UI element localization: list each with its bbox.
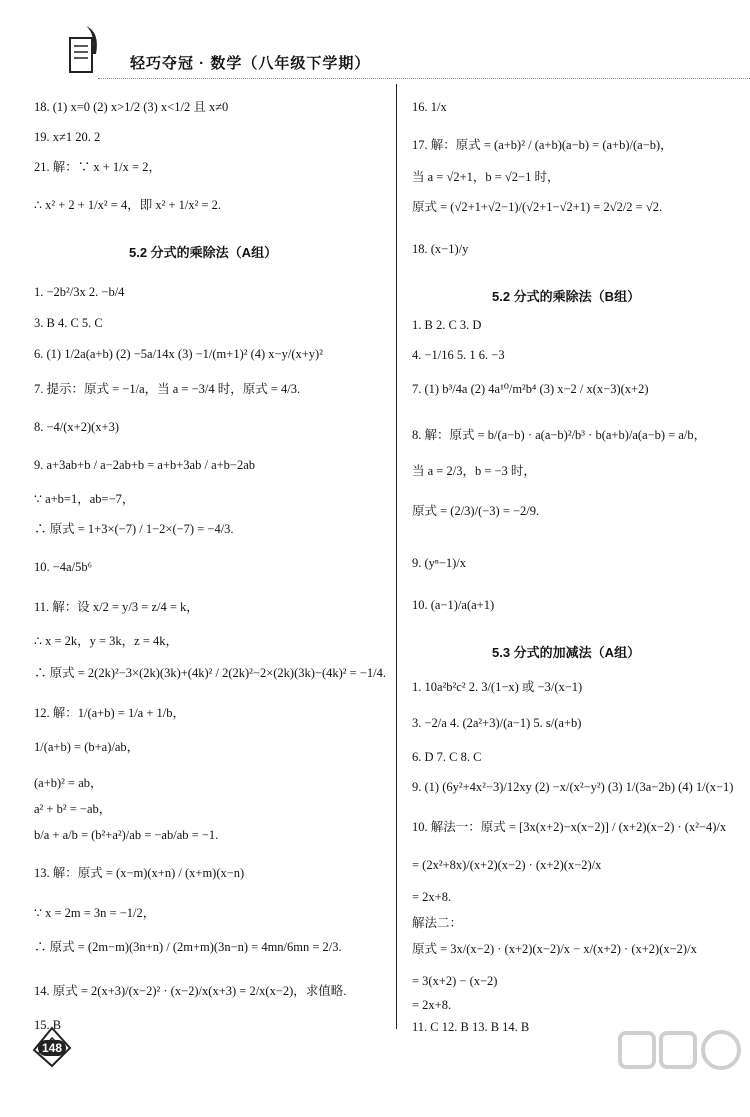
answer-line: 原式 = (2/3)/(−3) = −2/9. — [412, 504, 540, 518]
answer-line: 13. 解：原式 = (x−m)(x+n) / (x+m)(x−n) — [34, 866, 245, 880]
answer-line: ∴ x² + 2 + 1/x² = 4，即 x² + 1/x² = 2. — [34, 198, 222, 212]
answer-line: 6. D 7. C 8. C — [412, 750, 482, 764]
answer-line: = 2x+8. — [412, 890, 452, 904]
answer-line: 9. (1) (6y²+4x²−3)/12xy (2) −x/(x²−y²) (3) 1/(3a−2b) (4) 1/(x−1) — [412, 780, 734, 794]
answer-line: (a+b)² = ab， — [34, 776, 103, 790]
answer-line: 12. 解：1/(a+b) = 1/a + 1/b， — [34, 706, 185, 720]
section-heading: 5.2 分式的乘除法（A组） — [129, 245, 278, 260]
answer-line: 18. (x−1)/y — [412, 242, 469, 256]
page-number-badge — [30, 1020, 74, 1068]
page-header — [28, 16, 728, 86]
answer-line: 1/(a+b) = (b+a)/ab， — [34, 740, 140, 754]
answer-line: = 2x+8. — [412, 998, 452, 1012]
answer-line: ∵ x = 2m = 3n = −1/2， — [34, 906, 156, 920]
section-heading: 5.2 分式的乘除法（B组） — [492, 289, 641, 304]
answer-line: 16. 1/x — [412, 100, 447, 114]
answer-line: 4. −1/16 5. 1 6. −3 — [412, 348, 505, 362]
book-title: 轻巧夺冠 · 数学（八年级下学期） — [130, 55, 371, 72]
answer-line: 19. x≠1 20. 2 — [34, 130, 101, 144]
watermark-logo — [615, 1025, 745, 1110]
section-heading: 5.3 分式的加减法（A组） — [492, 645, 641, 660]
column-divider — [396, 84, 397, 1029]
answer-line: 8. 解：原式 = b/(a−b) · a(a−b)²/b³ · b(a+b)/a(a−b) = a/b， — [412, 428, 707, 442]
answer-line: 11. 解：设 x/2 = y/3 = z/4 = k， — [34, 600, 199, 614]
answer-line: ∴ x = 2k，y = 3k，z = 4k， — [34, 634, 179, 648]
answer-line: 9. a+3ab+b / a−2ab+b = a+b+3ab / a+b−2ab — [34, 458, 256, 472]
answer-line: 3. −2/a 4. (2a²+3)/(a−1) 5. s/(a+b) — [412, 716, 582, 730]
notebook-quill-icon — [66, 24, 106, 80]
answer-line: 10. −4a/5b⁶ — [34, 560, 92, 574]
answer-line: 6. (1) 1/2a(a+b) (2) −5a/14x (3) −1/(m+1)² (4) x−y/(x+y)² — [34, 347, 323, 361]
answer-line: = 3(x+2) − (x−2) — [412, 974, 498, 988]
answer-line: 当 a = √2+1，b = √2−1 时， — [412, 170, 560, 184]
answer-line: 15. B — [34, 1018, 62, 1032]
answer-line: 原式 = (√2+1+√2−1)/(√2+1−√2+1) = 2√2/2 = √2. — [412, 200, 663, 214]
answer-line: ∴ 原式 = (2m−m)(3n+n) / (2m+m)(3n−n) = 4mn/6mn = 2/3. — [34, 940, 342, 954]
answer-line: 10. 解法一：原式 = [3x(x+2)−x(x−2)] / (x+2)(x−2) · (x²−4)/x — [412, 820, 727, 834]
answer-line: 1. B 2. C 3. D — [412, 318, 482, 332]
watermark-icon — [615, 1025, 745, 1085]
answer-line: 7. 提示：原式 = −1/a，当 a = −3/4 时，原式 = 4/3. — [34, 382, 301, 396]
answer-line: 17. 解：原式 = (a+b)² / (a+b)(a−b) = (a+b)/(a−b)， — [412, 138, 673, 152]
answer-line: 10. (a−1)/a(a+1) — [412, 598, 495, 612]
answer-line: 21. 解：∵ x + 1/x = 2， — [34, 160, 161, 174]
answer-line: 1. 10a²b²c² 2. 3/(1−x) 或 −3/(x−1) — [412, 680, 583, 694]
answer-line: 原式 = 3x/(x−2) · (x+2)(x−2)/x − x/(x+2) · (x+2)(x−2)/x — [412, 942, 697, 956]
page-number: 148 — [38, 1040, 66, 1056]
answer-line: = (2x²+8x)/(x+2)(x−2) · (x+2)(x−2)/x — [412, 858, 602, 872]
answer-line: 14. 原式 = 2(x+3)/(x−2)² · (x−2)/x(x+3) = 2/x(x−2)，求值略. — [34, 984, 347, 998]
answer-line: 9. (yⁿ−1)/x — [412, 556, 467, 570]
answer-line: 解法二： — [412, 916, 463, 930]
answer-line: b/a + a/b = (b²+a²)/ab = −ab/ab = −1. — [34, 828, 219, 842]
answer-line: 当 a = 2/3，b = −3 时， — [412, 464, 536, 478]
answer-line: 11. C 12. B 13. B 14. B — [412, 1020, 530, 1034]
answer-line: 3. B 4. C 5. C — [34, 316, 103, 330]
answer-line: 8. −4/(x+2)(x+3) — [34, 420, 120, 434]
answer-line: 7. (1) b³/4a (2) 4a¹⁰/m²b⁴ (3) x−2 / x(x−3)(x+2) — [412, 382, 649, 396]
answer-line: ∵ a+b=1，ab=−7， — [34, 492, 135, 506]
answer-line: ∴ 原式 = 1+3×(−7) / 1−2×(−7) = −4/3. — [34, 522, 234, 536]
header-rule — [98, 78, 750, 79]
answer-line: 1. −2b²/3x 2. −b/4 — [34, 285, 125, 299]
answer-line: 18. (1) x=0 (2) x>1/2 (3) x<1/2 且 x≠0 — [34, 100, 229, 114]
answer-line: a² + b² = −ab， — [34, 802, 112, 816]
answer-line: ∴ 原式 = 2(2k)²−3×(2k)(3k)+(4k)² / 2(2k)²−2×(2k)(3k)−(4k)² = −1/4. — [34, 666, 386, 680]
